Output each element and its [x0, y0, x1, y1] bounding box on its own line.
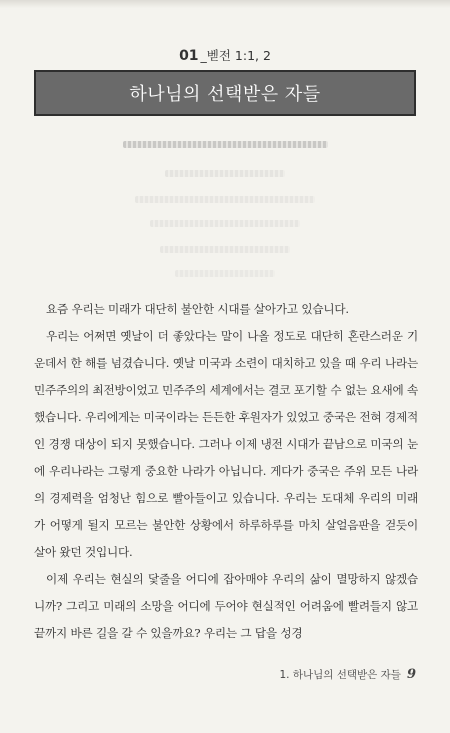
bleed-through-line: [0, 262, 450, 281]
chapter-number: 01: [179, 48, 199, 64]
body-text: [34, 296, 418, 647]
chapter-reference: _벧전 1:1, 2: [200, 48, 271, 63]
bleed-through-line: [0, 212, 450, 231]
bleed-through-line: [0, 133, 450, 152]
page-number: 9: [406, 667, 416, 682]
page-edge: [0, 0, 450, 8]
page-footer: [279, 667, 416, 682]
chapter-label: [0, 46, 450, 64]
chapter-title-bar: [34, 70, 416, 116]
paragraph: 이제 우리는 현실의 닻줄을 어디에 잡아매야 우리의 삶이 멸망하지 않겠습니까? 그리고 미래의 소망을 어디에 두어야 현실적인 어려움에 빨려들지 않고 끝까지 바른 길을 갈 수 있을까요? 우리는 그 답을 성경: [34, 572, 418, 640]
paragraph: 요즘 우리는 미래가 대단히 불안한 시대를 살아가고 있습니다.: [46, 302, 349, 316]
paragraph: 우리는 어쩌면 옛날이 더 좋았다는 말이 나올 정도로 대단히 혼란스러운 기운데서 한 해를 넘겼습니다. 옛날 미국과 소련이 대치하고 있을 때 우리 나라는 민주주의의 최전방이었고 민주주의 세계에서는 결코 포기할 수 없는 요새에 속했습니다. 우리에게는 미국이라는 든든한 후원자가 있었고 중국은 전혀 경제적인 경쟁 대상이 되지 못했습니다. 그러나 이제 냉전 시대가 끝남으로 미국의 눈에 우리나라는 그렇게 중요한 나라가 아닙니다. 게다가 중국은 주위 모든 나라의 경제력을 엄청난 힘으로 빨아들이고 있습니다. 우리는 도대체 우리의 미래가 어떻게 될지 모르는 불안한 상황에서 하루하루를 마치 살얼음판을 걷듯이 살아 왔던 것입니다.: [34, 329, 418, 559]
chapter-title: 하나님의 선택받은 자들: [129, 84, 321, 105]
bleed-through-line: [0, 188, 450, 207]
bleed-through-line: [0, 238, 450, 257]
running-title: 1. 하나님의 선택받은 자들: [279, 669, 401, 681]
bleed-through-line: [0, 162, 450, 181]
